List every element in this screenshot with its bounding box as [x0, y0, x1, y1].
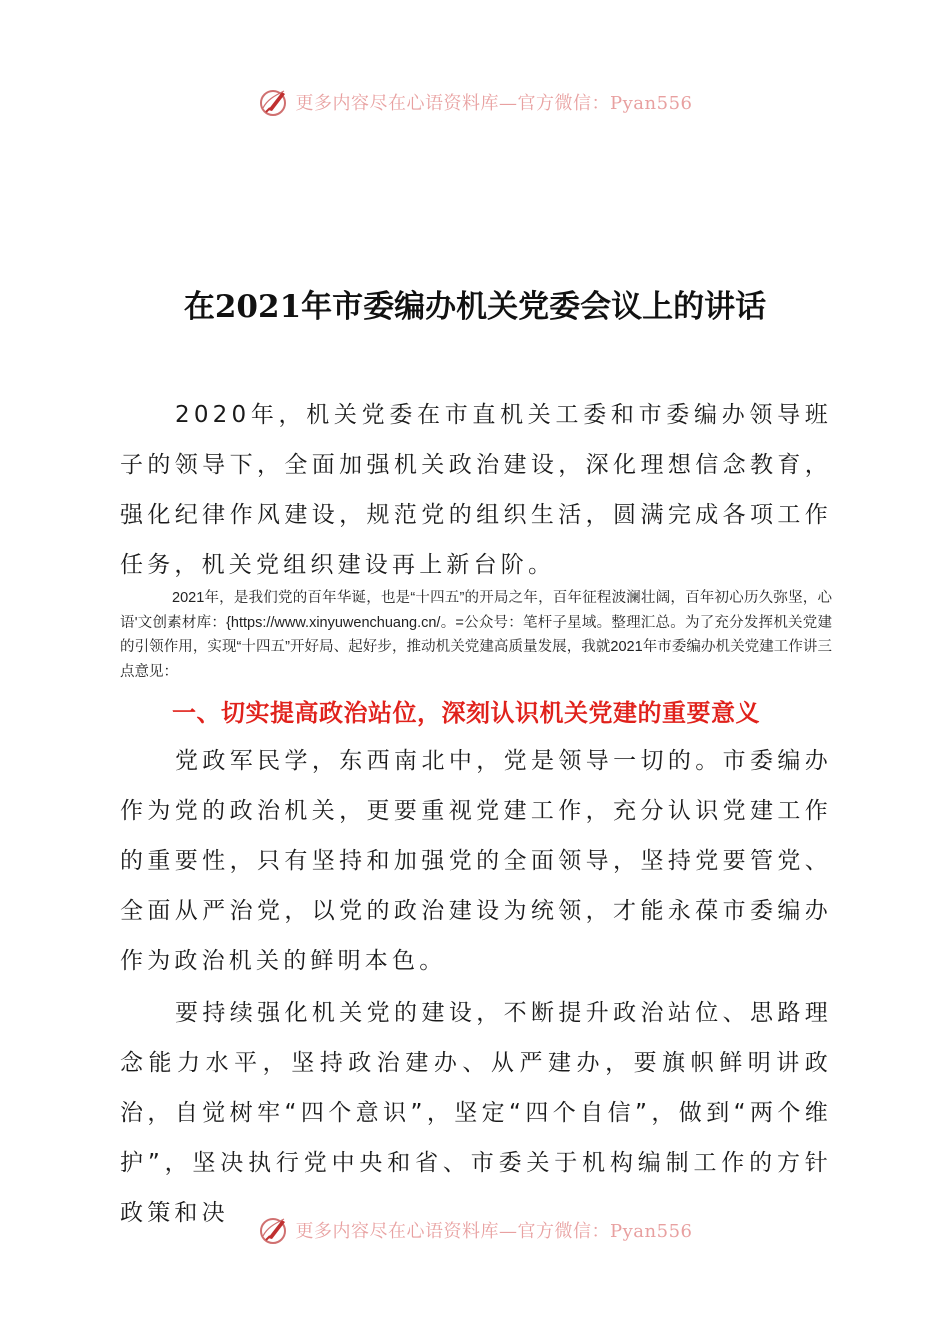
- header-watermark: [0, 82, 950, 122]
- body-paragraph: 要持续强化机关党的建设，不断提升政治站位、思路理念能力水平，坚持政治建办、从严建办，要旗帜鲜明讲政治，自觉树牢“四个意识”，坚定“四个自信”，做到“两个维护”，坚决执行党中央和省、市委关于机构编制工作的方针政策和决: [120, 1000, 832, 1226]
- body-paragraph: 2020年，机关党委在市直机关工委和市委编办领导班子的领导下，全面加强机关政治建设，深化理想信念教育，强化纪律作风建设，规范党的组织生活，圆满完成各项工作任务，机关党组织建设再上新台阶。: [120, 402, 832, 578]
- body-paragraph: 党政军民学，东西南北中，党是领导一切的。市委编办作为党的政治机关，更要重视党建工作，充分认识党建工作的重要性，只有坚持和加强党的全面领导，坚持党要管党、全面从严治党，以党的政治建设为统领，才能永葆市委编办作为政治机关的鲜明本色。: [120, 748, 832, 974]
- quill-pen-logo-icon: [258, 1214, 290, 1246]
- section-heading: 一、切实提高政治站位，深刻认识机关党建的重要意义: [172, 699, 760, 727]
- watermark-text: 更多内容尽在心语资料库—官方微信：Pyan556: [295, 1221, 693, 1242]
- body-paragraph-small: 2021年，是我们党的百年华诞，也是“十四五”的开局之年，百年征程波澜壮阔，百年初心历久弥坚，心语'文创素材库：{https://www.xinyuwenchuang.cn/。=公众号：笔杆子星域。整理汇总。为了充分发挥机关党建的引领作用，实现“十四五”开好局、起好步，推动机关党建高质量发展，我就2021年市委编办机关党建工作讲三点意见：: [120, 590, 832, 680]
- footer-watermark: [0, 1210, 950, 1250]
- quill-pen-logo-icon: [258, 86, 290, 118]
- document-title: 在2021年市委编办机关党委会议上的讲话: [183, 288, 767, 325]
- watermark-text: 更多内容尽在心语资料库—官方微信：Pyan556: [295, 93, 693, 114]
